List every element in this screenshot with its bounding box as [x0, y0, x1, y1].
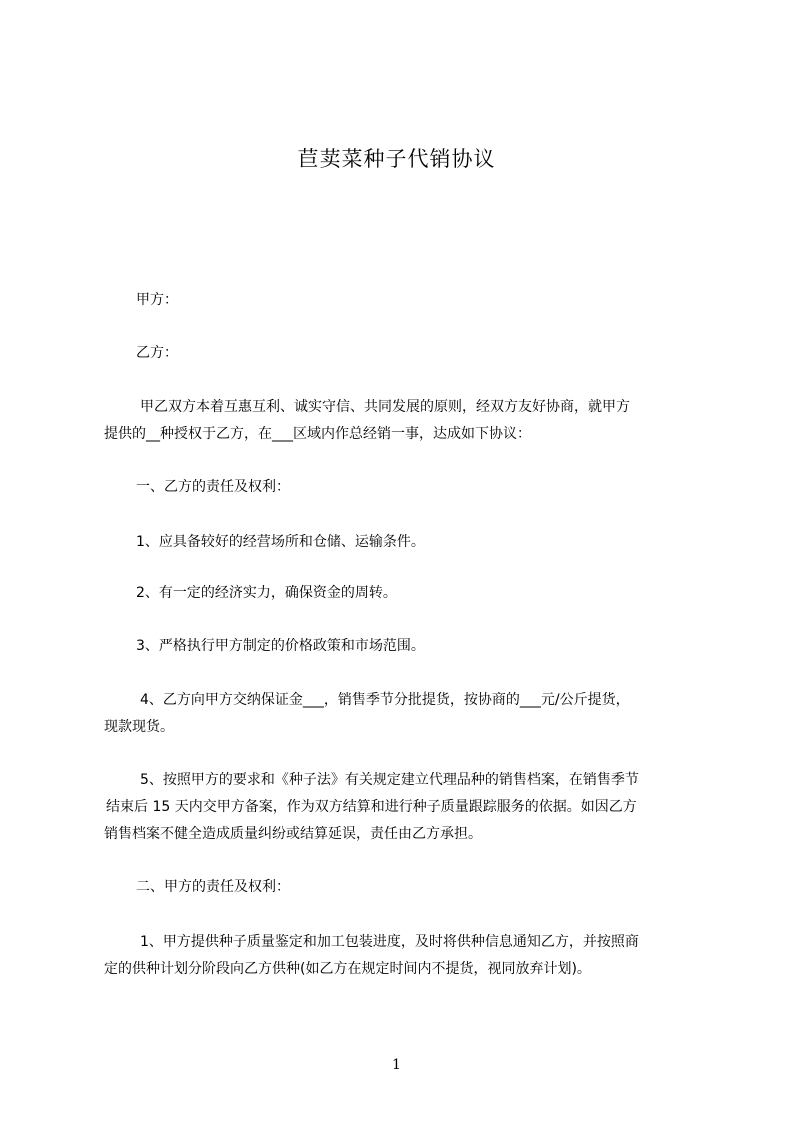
section-1-item-3: 3、严格执行甲方制定的价格政策和市场范围。	[136, 638, 425, 654]
section-1-item-5-line-2: 结束后 15 天内交甲方备案，作为双方结算和进行种子质量跟踪服务的依据。如因乙方	[106, 799, 637, 815]
section-1-heading: 一、乙方的责任及权利：	[136, 479, 290, 495]
section-1-item-2: 2、有一定的经济实力，确保资金的周转。	[136, 585, 397, 601]
party-b-label: 乙方：	[136, 345, 178, 361]
section-2-item-1-line-2: 定的供种计划分阶段向乙方供种(如乙方在规定时间内不提货，视同放弃计划)。	[104, 961, 591, 977]
section-2-item-1-line-1: 1、甲方提供种子质量鉴定和加工包装进度，及时将供种信息通知乙方，并按照商	[140, 934, 639, 950]
section-1-item-5-line-3: 销售档案不健全造成质量纠纷或结算延误，责任由乙方承担。	[104, 826, 482, 842]
section-1-item-1: 1、应具备较好的经营场所和仓储、运输条件。	[136, 534, 425, 550]
intro-line-2: 提供的__种授权于乙方，在___区域内作总经销一事，达成如下协议：	[104, 426, 531, 442]
section-2-heading: 二、甲方的责任及权利：	[136, 879, 290, 895]
section-1-item-4-line-2: 现款现货。	[104, 719, 174, 735]
party-a-label: 甲方：	[136, 292, 178, 308]
page-number: 1	[392, 1057, 401, 1073]
section-1-item-4-line-1: 4、乙方向甲方交纳保证金___，销售季节分批提货，按协商的___元/公斤提货，	[140, 692, 630, 708]
document-title: 苣荬菜种子代销协议	[297, 147, 496, 171]
intro-line-1: 甲乙双方本着互惠互利、诚实守信、共同发展的原则，经双方友好协商，就甲方	[140, 399, 630, 415]
section-1-item-5-line-1: 5、按照甲方的要求和《种子法》有关规定建立代理品种的销售档案，在销售季节	[140, 772, 639, 788]
